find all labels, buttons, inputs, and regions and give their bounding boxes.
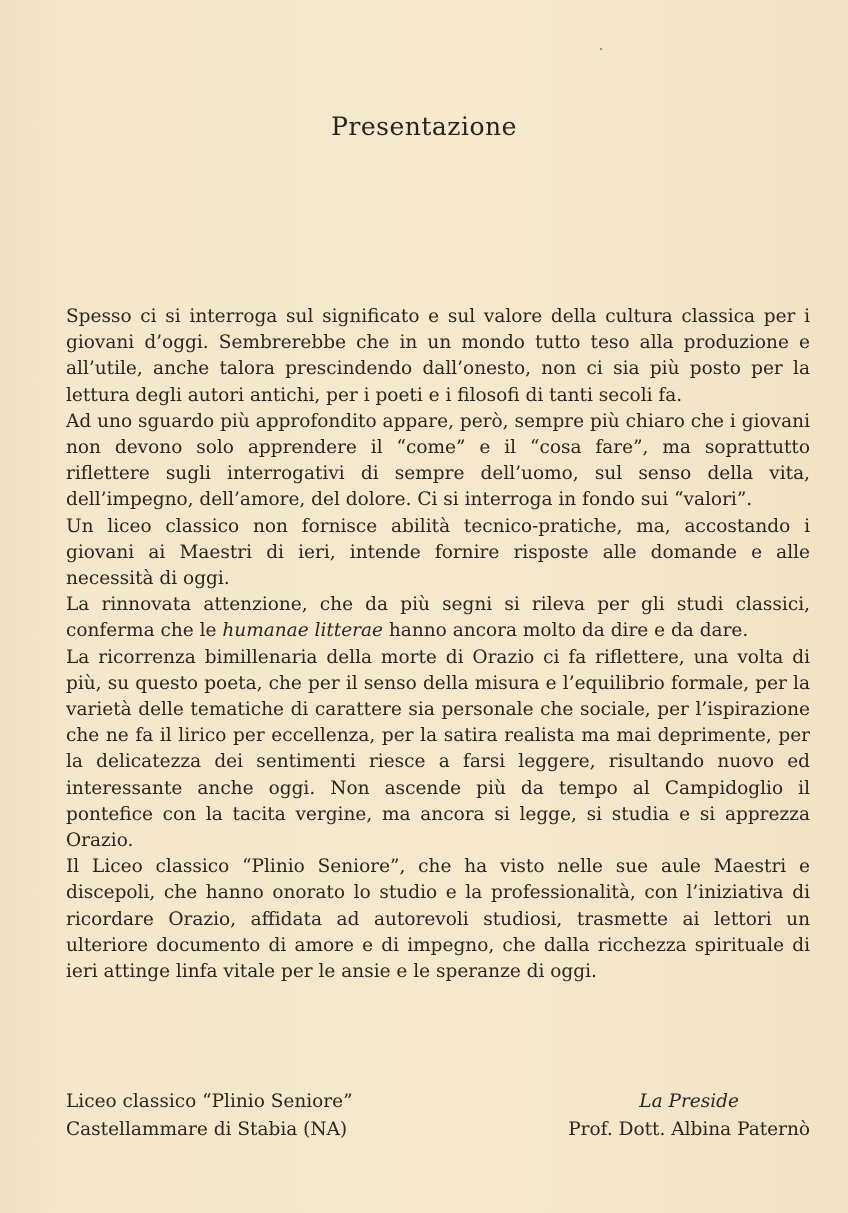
paragraph-5: La ricorrenza bimillenaria della morte di Orazio ci fa riflettere, una volta di più, su questo poeta, che per il senso della misura e l’equilibrio formale, per la varietà delle tematiche di carattere sia personale che sociale, per l’ispirazione che ne fa il lirico per eccellenza, per la satira realista ma mai deprimente, per la delicatezza dei sentimenti riesce a farsi leggere, risultando nuovo ed interessante anche oggi. Non ascende più da tempo al Campidoglio il pontefice con la tacita vergine, ma ancora si legge, si studia e si apprezza Orazio. [66,646,810,852]
school-info [66,1088,353,1144]
paragraph-4-italic: humanae litterae [222,620,384,642]
paragraph-4-after: hanno ancora molto da dire e da dare. [383,620,749,642]
paragraph-2: Ad uno sguardo più approfondito appare, però, sempre più chiaro che i giovani non devono solo apprendere il “come” e il “cosa fare”, ma soprattutto riflettere sugli interrogativi di sempre dell’uomo, sul senso della vita, dell’impegno, dell’amore, del dolore. Ci si interroga in fondo sui “valori”. [66,410,810,511]
scan-speck [600,48,602,50]
school-location: Castellammare di Stabia (NA) [66,1119,348,1140]
page-title: Presentazione [331,112,517,141]
signatory-role: La Preside [639,1091,739,1112]
signatory-name: Prof. Dott. Albina Paternò [568,1119,810,1140]
paragraph-1: Spesso ci si interroga sul significato e sul valore della cultura classica per i giovani d’oggi. Sembrerebbe che in un mondo tutto teso alla produzione e all’utile, anche talora prescindendo dall’onesto, non ci sia più posto per la lettura degli autori antichi, per i poeti e i filosofi di tanti secoli fa. [66,306,810,406]
paragraph-3: Un liceo classico non fornisce abilità tecnico-pratiche, ma, accostando i giovani ai Maestri di ieri, intende fornire risposte alle domande e alle necessità di oggi. [66,515,810,590]
paragraph-4-before: La rinnovata attenzione, che da più segni si rileva per gli studi classici, conferma che le [66,594,810,642]
paragraph-4 [66,592,810,644]
paragraph-6: Il Liceo classico “Plinio Seniore”, che ha visto nelle sue aule Maestri e discepoli, che hanno onorato lo studio e la professionalità, con l’iniziativa di ricordare Orazio, affidata ad autorevoli studiosi, trasmette ai lettori un ulteriore documento di amore e di impegno, che dalla ricchezza spirituale di ieri attinge linfa vitale per le ansie e le speranze di oggi. [66,856,810,983]
signatory-info [568,1088,810,1144]
body-text [66,304,810,985]
school-name: Liceo classico “Plinio Seniore” [66,1091,353,1112]
